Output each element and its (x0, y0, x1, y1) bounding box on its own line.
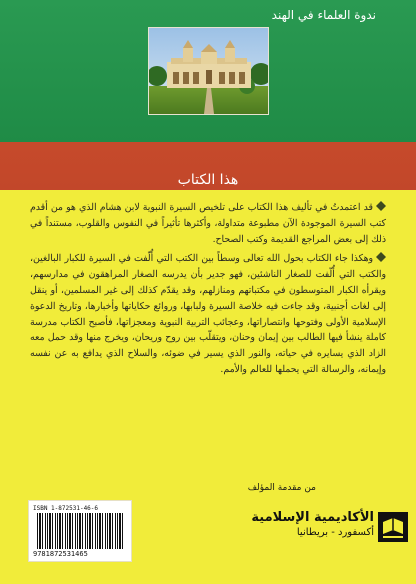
isbn-label: ISBN 1-872531-46-6 (33, 505, 99, 512)
section-title (0, 172, 416, 188)
publisher-location: أكسفورد - بريطانيا (296, 527, 374, 538)
author-credit-text: من مقدمة المؤلف (247, 483, 316, 493)
barcode-bars (37, 513, 123, 549)
section-title-text: هذا الكتاب (177, 172, 239, 188)
description-paragraph-1: قد اعتمدتُ في تأليف هذا الكتاب على تلخيص السيرة النبوية لابن هشام الذي هو من أقدم كتب السيرة الموجودة الآن مطبوعة متداولة، وأكثرها تأثيراً في النفوس والقلوب، مستنداً في ذلك إلى بعض المراجع القديمة وكتب الصحاح. (30, 202, 386, 245)
diamond-bullet-icon (376, 252, 386, 262)
publisher-block (251, 510, 374, 538)
barcode-number: 9781872531465 (33, 550, 88, 558)
book-emblem-icon (378, 512, 408, 542)
description-paragraph-2: وهكذا جاء الكتاب بحول الله تعالى وسطاً بين الكتب التي أُلّفت في السيرة للكبار البالغين، والكتب التي أُلّفت للصغار الناشئين، فهو جدير بأن يدرسه الصغار المراهقون في مدارسهم، ويقرأه الكبار المتوسطون في مكتباتهم ومنازلهم، وقد يقدّم كذلك إلى غير المسلمين، أو ينقل إلى لغات أجنبية، وقد جاءت فيه خلاصة السيرة ولبابها، وروائع حكاياتها وأخبارها، وتاريخ الدعوة الإسلامية الأولى وفتوحها وانتصاراتها، وعجائب التربية النبوية ومعجزاتها، فأصبح الكتاب مدرسة كاملة ينشأ فيها الطالب بين إيمان وحنان، ويتقلّب بين روح وريحان، ويخرج منها وقد حمل معه الزاد الذي يسايره في حياته، والنور الذي يسير في ضوئه، والسلاح الذي يدافع به عن نفسه وإيمانه، والرسالة التي يحملها للعالم والأمم. (30, 253, 386, 375)
building-photo (148, 27, 269, 115)
book-description (30, 200, 386, 382)
organization-header: ندوة العلماء في الهند (271, 8, 376, 22)
barcode (28, 500, 132, 562)
diamond-bullet-icon (376, 201, 386, 211)
publisher-name: الأكاديمية الإسلامية (251, 510, 374, 525)
